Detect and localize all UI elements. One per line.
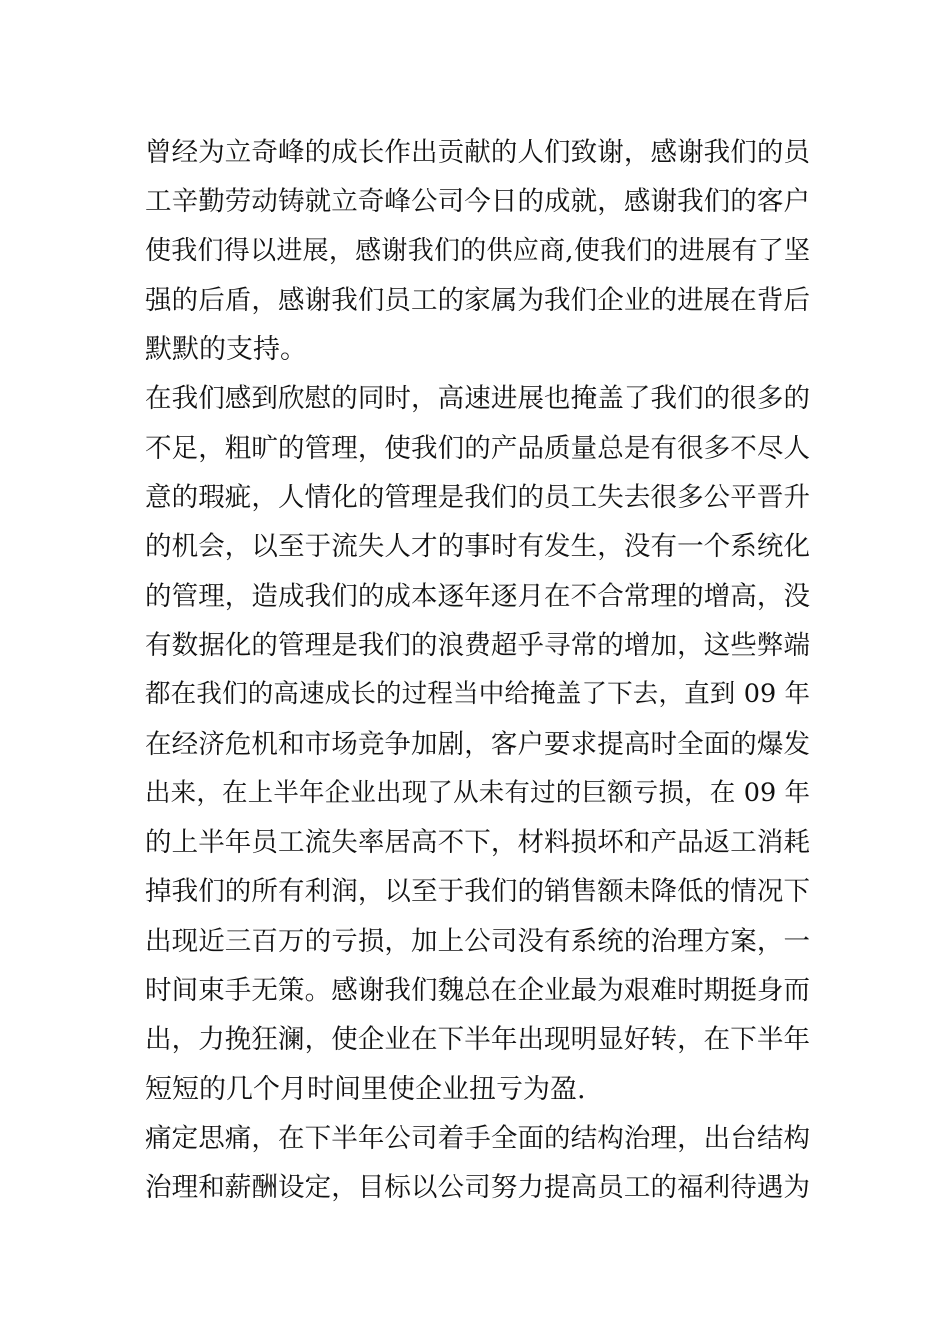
text-line: 在我们感到欣慰的同时，高速进展也掩盖了我们的很多的 [145, 383, 810, 415]
text-line: 短短的几个月时间里使企业扭亏为盈. [145, 1073, 586, 1105]
text-line: 出来，在上半年企业出现了从未有过的巨额亏损，在 09 年 [145, 777, 810, 808]
text-line: 工辛勤劳动铸就立奇峰公司今日的成就，感谢我们的客户 [145, 186, 810, 218]
text-line: 强的后盾，感谢我们员工的家属为我们企业的进展在背后 [145, 284, 810, 316]
text-line: 不足，粗旷的管理，使我们的产品质量总是有很多不尽人 [145, 432, 810, 464]
paragraph-3 [145, 1114, 810, 1213]
text-line: 使我们得以进展，感谢我们的供应商,使我们的进展有了坚 [145, 235, 810, 266]
text-line: 治理和薪酬设定，目标以公司努力提高员工的福利待遇为 [145, 1172, 810, 1204]
body-text [145, 128, 810, 1213]
text-line: 意的瑕疵，人情化的管理是我们的员工失去很多公平晋升 [145, 482, 810, 514]
text-line: 的机会，以至于流失人才的事时有发生，没有一个系统化 [145, 531, 810, 563]
paragraph-2 [145, 374, 810, 1113]
text-line: 有数据化的管理是我们的浪费超乎寻常的增加，这些弊端 [145, 629, 810, 661]
text-line: 痛定思痛，在下半年公司着手全面的结构治理，出台结构 [145, 1122, 810, 1154]
text-line: 默默的支持。 [145, 334, 307, 366]
text-line: 出现近三百万的亏损，加上公司没有系统的治理方案，一 [145, 925, 810, 957]
paragraph-1 [145, 128, 810, 374]
text-line: 的管理，造成我们的成本逐年逐月在不合常理的增高，没 [145, 580, 810, 612]
text-line: 的上半年员工流失率居高不下，材料损坏和产品返工消耗 [145, 827, 810, 859]
text-line: 掉我们的所有利润，以至于我们的销售额未降低的情况下 [145, 876, 810, 908]
text-line: 时间束手无策。感谢我们魏总在企业最为艰难时期挺身而 [145, 975, 810, 1007]
text-line: 都在我们的高速成长的过程当中给掩盖了下去，直到 09 年 [145, 679, 810, 710]
text-line: 出，力挽狂澜，使企业在下半年出现明显好转，在下半年 [145, 1024, 810, 1056]
text-line: 在经济危机和市场竞争加剧，客户要求提高时全面的爆发 [145, 728, 810, 760]
text-line: 曾经为立奇峰的成长作出贡献的人们致谢，感谢我们的员 [145, 137, 810, 168]
